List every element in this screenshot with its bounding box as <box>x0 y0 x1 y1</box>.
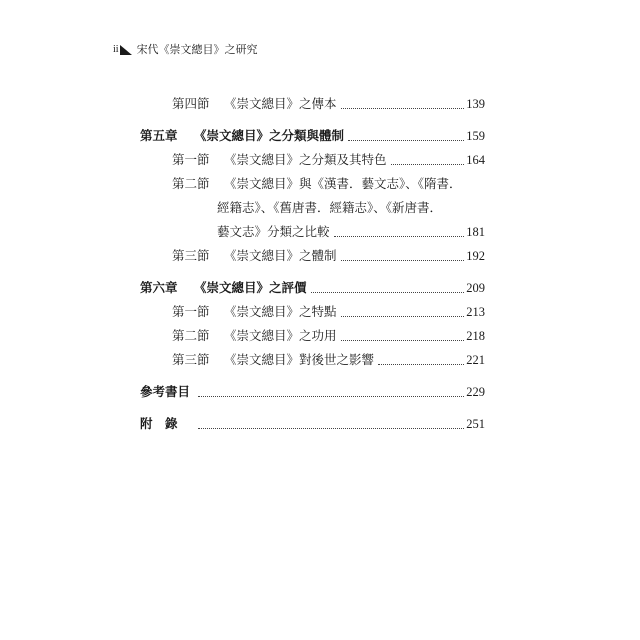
toc-bibliography-entry[interactable] <box>140 384 485 400</box>
toc-entry-title: 《崇文總目》之功用 <box>224 328 337 343</box>
leader-dots <box>378 363 464 365</box>
toc-chapter-entry[interactable] <box>140 128 485 144</box>
toc-entry-label: 第六章 <box>140 280 178 295</box>
toc-entry-label: 第一節 <box>172 304 210 319</box>
toc-entry[interactable] <box>140 96 485 112</box>
table-of-contents <box>140 96 485 432</box>
toc-entry-title-line-1: 《崇文總目》與《漢書．藝文志》、《隋書． <box>224 176 462 191</box>
leader-dots <box>341 107 465 109</box>
leader-dots <box>198 395 464 397</box>
corner-triangle-icon <box>120 45 132 55</box>
toc-chapter-entry[interactable] <box>140 280 485 296</box>
toc-entry-title: 《崇文總目》對後世之影響 <box>224 352 375 367</box>
toc-entry-label: 第二節 <box>172 328 210 343</box>
toc-entry-title-line-2: 經籍志》、《舊唐書．經籍志》、《新唐書． <box>217 200 443 215</box>
toc-entry-label: 第一節 <box>172 152 210 167</box>
toc-entry[interactable] <box>140 248 485 264</box>
toc-multiline-entry[interactable] <box>140 176 485 240</box>
leader-dots <box>341 315 465 317</box>
toc-entry-label: 參考書目 <box>140 384 191 399</box>
toc-entry-title-line-3: 藝文志》分類之比較 <box>217 224 330 239</box>
toc-entry-page: 209 <box>466 281 485 295</box>
toc-entry-title: 《崇文總目》之分類及其特色 <box>224 152 387 167</box>
toc-entry-label: 第四節 <box>172 96 210 111</box>
toc-entry-title: 《崇文總目》之特點 <box>224 304 337 319</box>
toc-entry-label: 第三節 <box>172 248 210 263</box>
toc-entry-page: 139 <box>466 97 485 111</box>
toc-appendix-entry[interactable] <box>140 416 485 432</box>
toc-entry-page: 251 <box>466 417 485 431</box>
toc-entry-page: 221 <box>466 353 485 367</box>
toc-entry-label: 第三節 <box>172 352 210 367</box>
toc-entry-label: 第二節 <box>172 176 210 191</box>
toc-entry-title: 《崇文總目》之傳本 <box>224 96 337 111</box>
toc-entry-title: 《崇文總目》之體制 <box>224 248 337 263</box>
toc-entry-title: 《崇文總目》之評價 <box>194 280 307 295</box>
toc-entry-label: 第五章 <box>140 128 178 143</box>
toc-entry-page: 218 <box>466 329 485 343</box>
toc-entry[interactable] <box>140 152 485 168</box>
leader-dots <box>198 427 464 429</box>
toc-entry-page: 229 <box>466 385 485 399</box>
toc-entry[interactable] <box>140 352 485 368</box>
toc-entry[interactable] <box>140 304 485 320</box>
toc-entry-line <box>140 176 485 192</box>
leader-dots <box>334 235 465 237</box>
toc-entry-page: 164 <box>466 153 485 167</box>
leader-dots <box>341 259 465 261</box>
toc-entry-page: 192 <box>466 249 485 263</box>
toc-entry-line <box>140 224 485 240</box>
leader-dots <box>391 163 465 165</box>
toc-entry-title: 《崇文總目》之分類與體制 <box>194 128 345 143</box>
toc-entry-label: 附 錄 <box>140 416 178 431</box>
header-book-title: 宋代《崇文總目》之研究 <box>136 43 258 56</box>
running-header <box>113 44 258 56</box>
toc-entry-page: 159 <box>466 129 485 143</box>
toc-entry-page: 181 <box>466 225 485 239</box>
header-page-number: ii <box>113 44 119 55</box>
toc-entry[interactable] <box>140 328 485 344</box>
toc-entry-page: 213 <box>466 305 485 319</box>
leader-dots <box>311 291 465 293</box>
leader-dots <box>348 139 464 141</box>
leader-dots <box>341 339 465 341</box>
